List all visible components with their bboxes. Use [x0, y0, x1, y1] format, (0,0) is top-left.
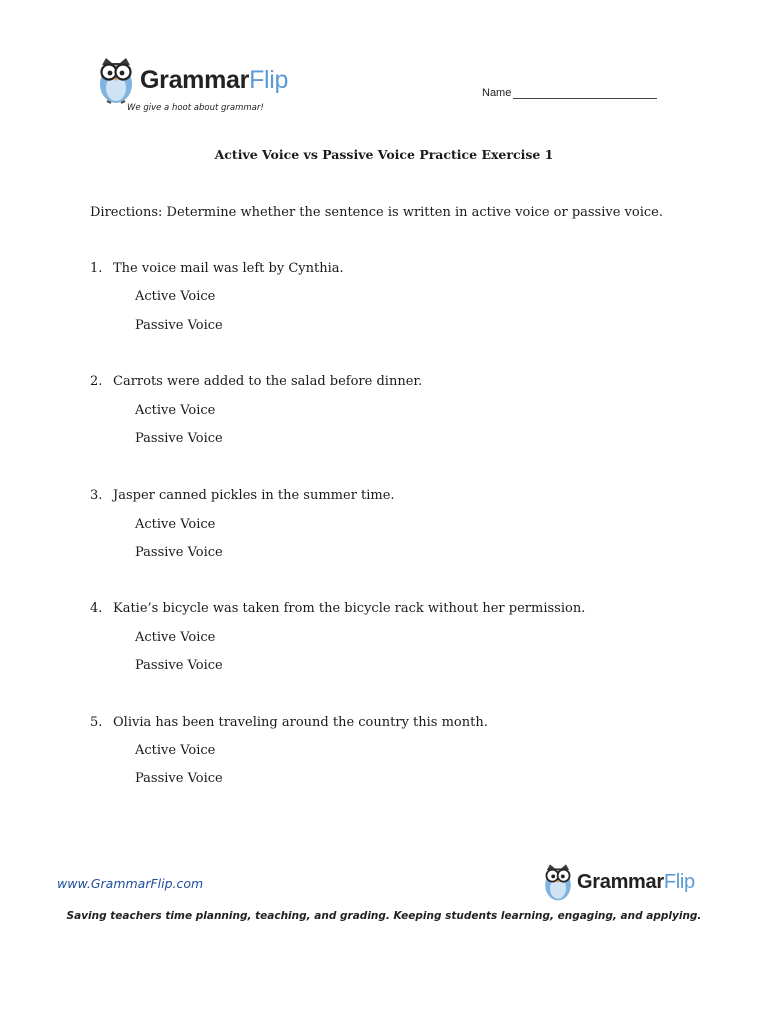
question-number: 4.	[90, 601, 103, 616]
brand-name	[140, 66, 288, 95]
question-text: Olivia has been traveling around the country this month.	[113, 715, 488, 730]
question-2	[90, 374, 422, 389]
question-text: The voice mail was left by Cynthia.	[113, 261, 344, 276]
directions-text: Directions: Determine whether the sentence is written in active voice or passive voice.	[90, 205, 663, 220]
question-4-option-active[interactable]: Active Voice	[135, 630, 216, 645]
brand-tagline: We give a hoot about grammar!	[127, 103, 264, 113]
footer-brand-name	[577, 871, 695, 894]
question-1	[90, 261, 344, 276]
name-label: Name	[482, 87, 512, 99]
question-4-option-passive[interactable]: Passive Voice	[135, 658, 223, 673]
question-3-option-passive[interactable]: Passive Voice	[135, 545, 223, 560]
brand-name-part2: Flip	[249, 66, 289, 94]
question-number: 3.	[90, 488, 103, 503]
name-line[interactable]	[513, 87, 657, 99]
question-1-option-passive[interactable]: Passive Voice	[135, 318, 223, 333]
footer-brand-part2: Flip	[663, 871, 695, 893]
question-5	[90, 715, 488, 730]
website-link[interactable]: www.GrammarFlip.com	[57, 876, 204, 891]
question-text: Katie’s bicycle was taken from the bicycle rack without her permission.	[113, 601, 586, 616]
name-field	[482, 87, 657, 99]
question-1-option-active[interactable]: Active Voice	[135, 289, 216, 304]
question-number: 2.	[90, 374, 103, 389]
question-4	[90, 601, 585, 616]
footer-tagline: Saving teachers time planning, teaching, and grading. Keeping students learning, engaging, and applying.	[66, 910, 702, 922]
footer-brand-part1: Grammar	[577, 871, 664, 893]
brand-name-part1: Grammar	[140, 66, 250, 94]
question-2-option-passive[interactable]: Passive Voice	[135, 431, 223, 446]
grammarflip-logo	[96, 56, 288, 104]
question-2-option-active[interactable]: Active Voice	[135, 403, 216, 418]
question-text: Jasper canned pickles in the summer time.	[113, 488, 395, 503]
grammarflip-footer-logo	[542, 862, 695, 902]
question-5-option-passive[interactable]: Passive Voice	[135, 771, 223, 786]
question-number: 1.	[90, 261, 103, 276]
question-3	[90, 488, 395, 503]
question-5-option-active[interactable]: Active Voice	[135, 743, 216, 758]
owl-icon	[96, 56, 136, 104]
question-number: 5.	[90, 715, 103, 730]
owl-icon	[542, 862, 574, 902]
question-text: Carrots were added to the salad before dinner.	[113, 374, 423, 389]
worksheet-title: Active Voice vs Passive Voice Practice Exercise 1	[214, 147, 554, 162]
question-3-option-active[interactable]: Active Voice	[135, 517, 216, 532]
